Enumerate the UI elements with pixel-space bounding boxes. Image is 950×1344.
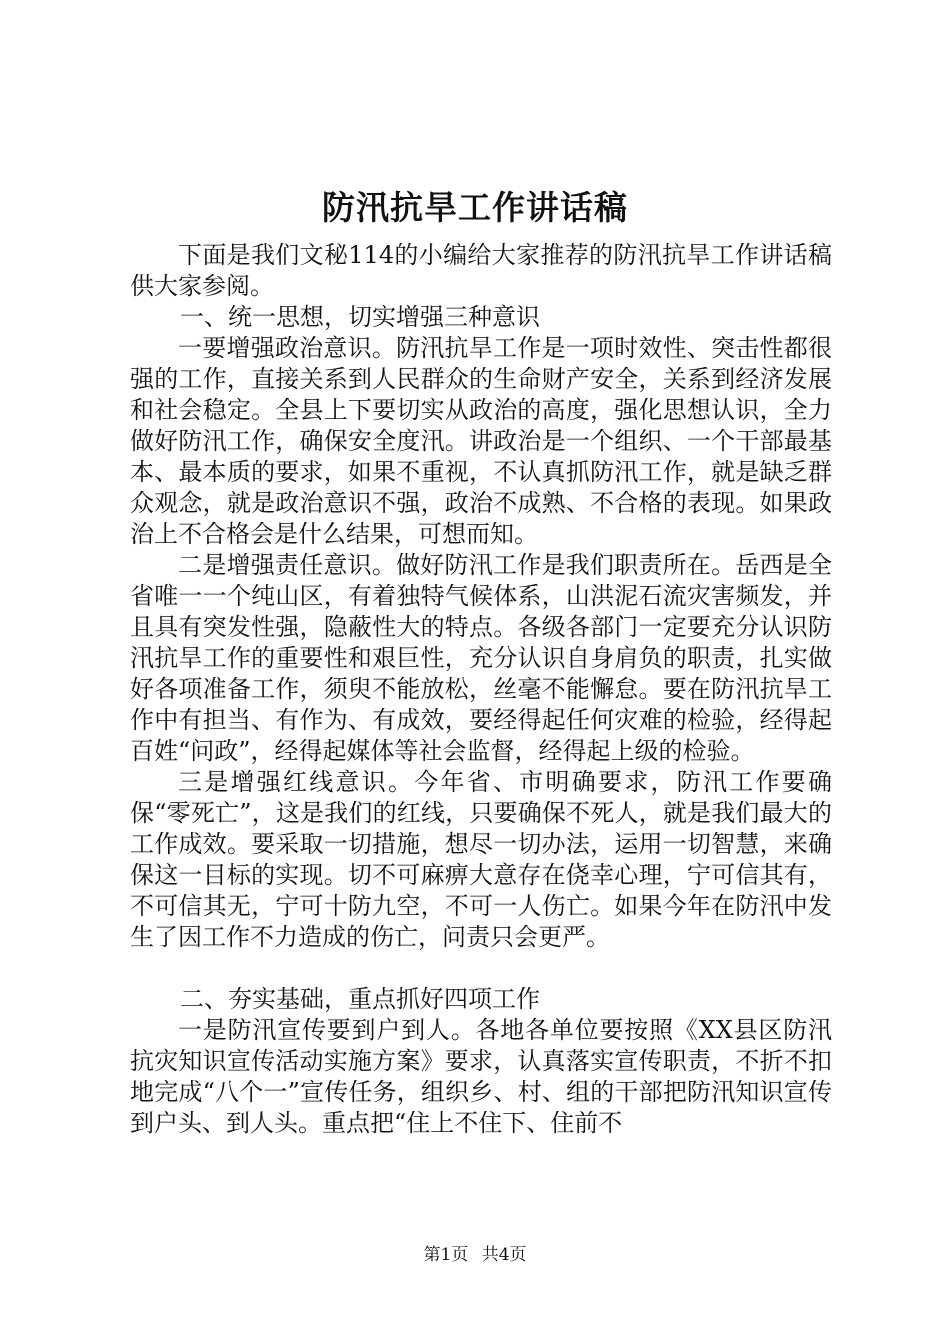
page-total: 共4页 (481, 1245, 527, 1265)
paragraph-flood-publicity: 一是防汛宣传要到户到人。各地各单位要按照《XX县区防汛抗灾知识宣传活动实施方案》要求，认真落实宣传职责，不折不扣地完成“八个一”宣传任务，组织乡、村、组的干部把防汛知识宣传到户头、到人头。重点把“住上不住下、住前不 (130, 1016, 832, 1137)
paragraph-political-awareness: 一要增强政治意识。防汛抗旱工作是一项时效性、突击性都很强的工作，直接关系到人民群众的生命财产安全，关系到经济发展和社会稳定。全县上下要切实从政治的高度，强化思想认识，全力做好防汛工作，确保安全度汛。讲政治是一个组织、一个干部最基本、最本质的要求，如果不重视，不认真抓防汛工作，就是缺乏群众观念，就是政治意识不强，政治不成熟、不合格的表现。如果政治上不合格会是什么结果，可想而知。 (130, 334, 832, 548)
paragraph-spacer (130, 953, 832, 984)
document-body (130, 240, 832, 1139)
section-heading-1: 一、统一思想，切实增强三种意识 (180, 303, 540, 331)
intro-paragraph: 下面是我们文秘114的小编给大家推荐的防汛抗旱工作讲话稿供大家参阅。 (130, 241, 832, 300)
paragraph-redline-awareness: 三是增强红线意识。今年省、市明确要求，防汛工作要确保“零死亡”，这是我们的红线，只要确保不死人，就是我们最大的工作成效。要采取一切措施，想尽一切办法，运用一切智慧，来确保这一目标的实现。切不可麻痹大意存在侥幸心理，宁可信其有，不可信其无，宁可十防九空，不可一人伤亡。如果今年在防汛中发生了因工作不力造成的伤亡，问责只会更严。 (130, 768, 832, 951)
page-footer (0, 1244, 950, 1266)
paragraph-responsibility-awareness: 二是增强责任意识。做好防汛工作是我们职责所在。岳西是全省唯一一个纯山区，有着独特气候体系，山洪泥石流灾害频发，并且具有突发性强，隐蔽性大的特点。各级各部门一定要充分认识防汛抗旱工作的重要性和艰巨性，充分认识自身肩负的职责，扎实做好各项准备工作，须臾不能放松，丝毫不能懈怠。要在防汛抗旱工作中有担当、有作为、有成效，要经得起任何灾难的检验，经得起百姓“问政”，经得起媒体等社会监督，经得起上级的检验。 (130, 551, 832, 765)
page-number: 第1页 (423, 1245, 469, 1265)
section-heading-2: 二、夯实基础，重点抓好四项工作 (180, 985, 540, 1013)
document-title: 防汛抗旱工作讲话稿 (322, 188, 628, 227)
